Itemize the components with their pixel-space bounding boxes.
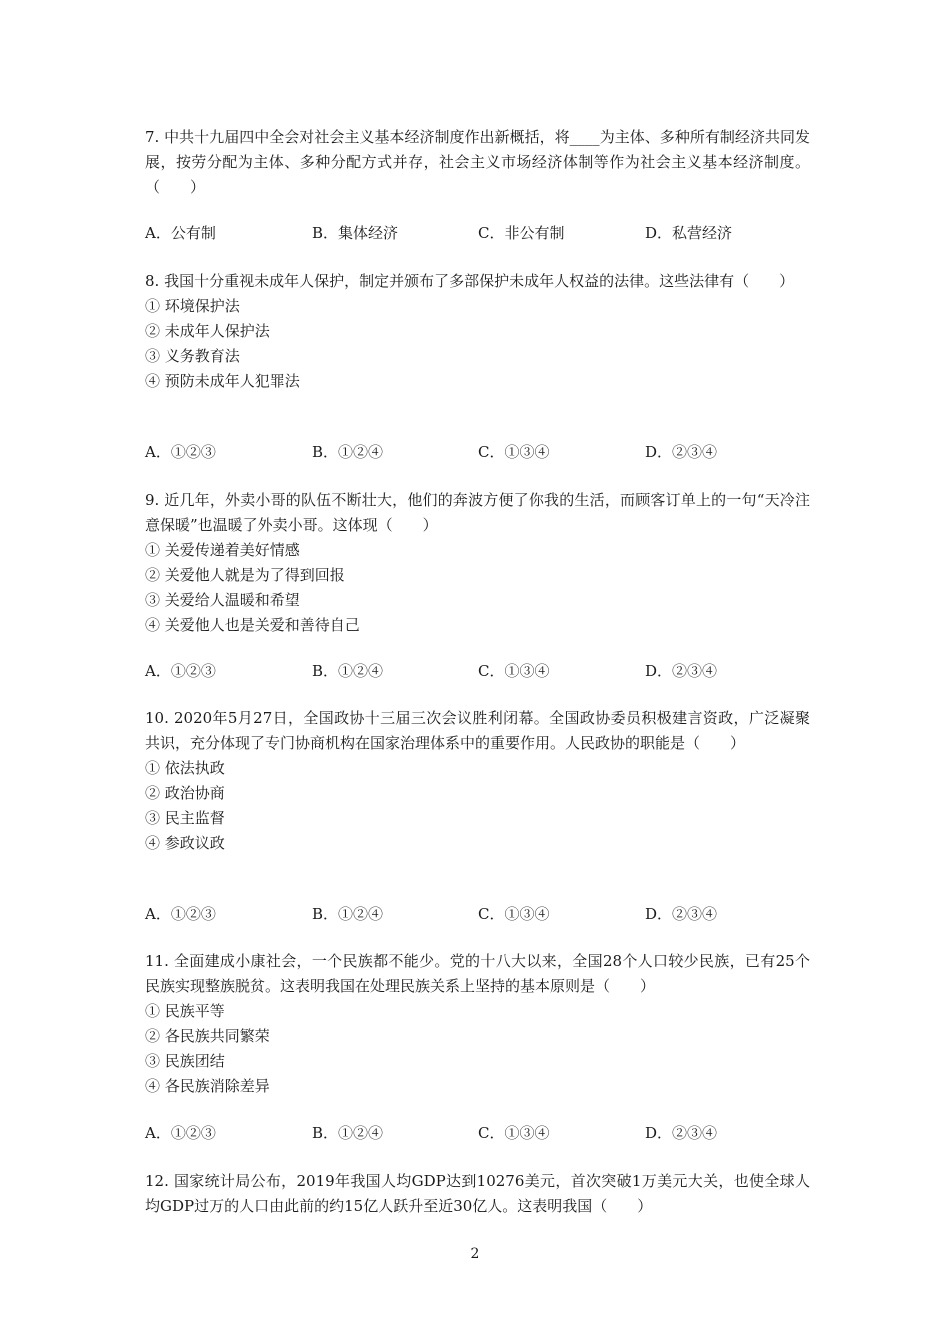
choice-item: ③ 民族团结 (145, 1052, 225, 1070)
option-c: C．①③④ (478, 443, 550, 461)
choice-item: ① 依法执政 (145, 759, 225, 777)
choice-item: ④ 关爱他人也是关爱和善待自己 (145, 616, 360, 634)
question-stem: 9. 近几年，外卖小哥的队伍不断壮大，他们的奔波方便了你我的生活，而顾客订单上的一句“天冷注意保暖”也温暖了外卖小哥。这体现（ ） (145, 491, 810, 534)
question-8-options (145, 440, 825, 465)
choice-item: ② 未成年人保护法 (145, 322, 270, 340)
question-stem: 7. 中共十九届四中全会对社会主义基本经济制度作出新概括，将____为主体、多种所有制经济共同发展，按劳分配为主体、多种分配方式并存，社会主义市场经济体制等作为社会主义基本经济制度。（ ） (145, 128, 810, 196)
choice-item: ① 环境保护法 (145, 297, 240, 315)
question-8 (145, 269, 810, 394)
question-stem: 8. 我国十分重视未成年人保护，制定并颁布了多部保护未成年人权益的法律。这些法律有（ ） (145, 272, 795, 290)
option-d: D．②③④ (645, 443, 718, 461)
option-c: C．①③④ (478, 1124, 550, 1142)
question-9-options (145, 659, 825, 684)
option-b: B．①②④ (312, 443, 384, 461)
question-stem: 10. 2020年5月27日，全国政协十三届三次会议胜利闭幕。全国政协委员积极建言资政，广泛凝聚共识，充分体现了专门协商机构在国家治理体系中的重要作用。人民政协的职能是（ ） (145, 709, 810, 752)
option-d: D．私营经济 (645, 224, 733, 242)
option-c: C．①③④ (478, 905, 550, 923)
option-a: A．①②③ (145, 443, 216, 461)
option-a: A．①②③ (145, 1124, 216, 1142)
option-b: B．①②④ (312, 1124, 384, 1142)
page-number: 2 (470, 1246, 480, 1262)
choice-item: ② 政治协商 (145, 784, 225, 802)
choice-item: ③ 义务教育法 (145, 347, 240, 365)
choice-item: ③ 关爱给人温暖和希望 (145, 591, 300, 609)
option-a: A．①②③ (145, 662, 216, 680)
question-stem: 11. 全面建成小康社会，一个民族都不能少。党的十八大以来，全国28个人口较少民族，已有25个民族实现整族脱贫。这表明我国在处理民族关系上坚持的基本原则是（ ） (145, 952, 810, 995)
option-b: B．①②④ (312, 905, 384, 923)
option-a: A．公有制 (145, 224, 216, 242)
choice-item: ③ 民主监督 (145, 809, 225, 827)
question-7 (145, 125, 810, 200)
choice-item: ④ 预防未成年人犯罪法 (145, 372, 300, 390)
question-10-options (145, 902, 825, 927)
choice-item: ④ 各民族消除差异 (145, 1077, 270, 1095)
question-12 (145, 1169, 810, 1219)
choice-item: ① 关爱传递着美好情感 (145, 541, 300, 559)
choice-item: ④ 参政议政 (145, 834, 225, 852)
choice-item: ② 关爱他人就是为了得到回报 (145, 566, 345, 584)
option-d: D．②③④ (645, 905, 718, 923)
question-10 (145, 706, 810, 856)
option-a: A．①②③ (145, 905, 216, 923)
question-stem: 12. 国家统计局公布，2019年我国人均GDP达到10276美元，首次突破1万美元大关，也使全球人均GDP过万的人口由此前的约15亿人跃升至近30亿人。这表明我国（ ） (145, 1172, 810, 1215)
question-9 (145, 488, 810, 638)
option-b: B．集体经济 (312, 224, 399, 242)
option-d: D．②③④ (645, 662, 718, 680)
question-7-options (145, 221, 825, 246)
choice-item: ② 各民族共同繁荣 (145, 1027, 270, 1045)
option-c: C．非公有制 (478, 224, 565, 242)
question-11-options (145, 1121, 825, 1146)
choice-item: ① 民族平等 (145, 1002, 225, 1020)
option-d: D．②③④ (645, 1124, 718, 1142)
option-b: B．①②④ (312, 662, 384, 680)
option-c: C．①③④ (478, 662, 550, 680)
question-11 (145, 949, 810, 1099)
